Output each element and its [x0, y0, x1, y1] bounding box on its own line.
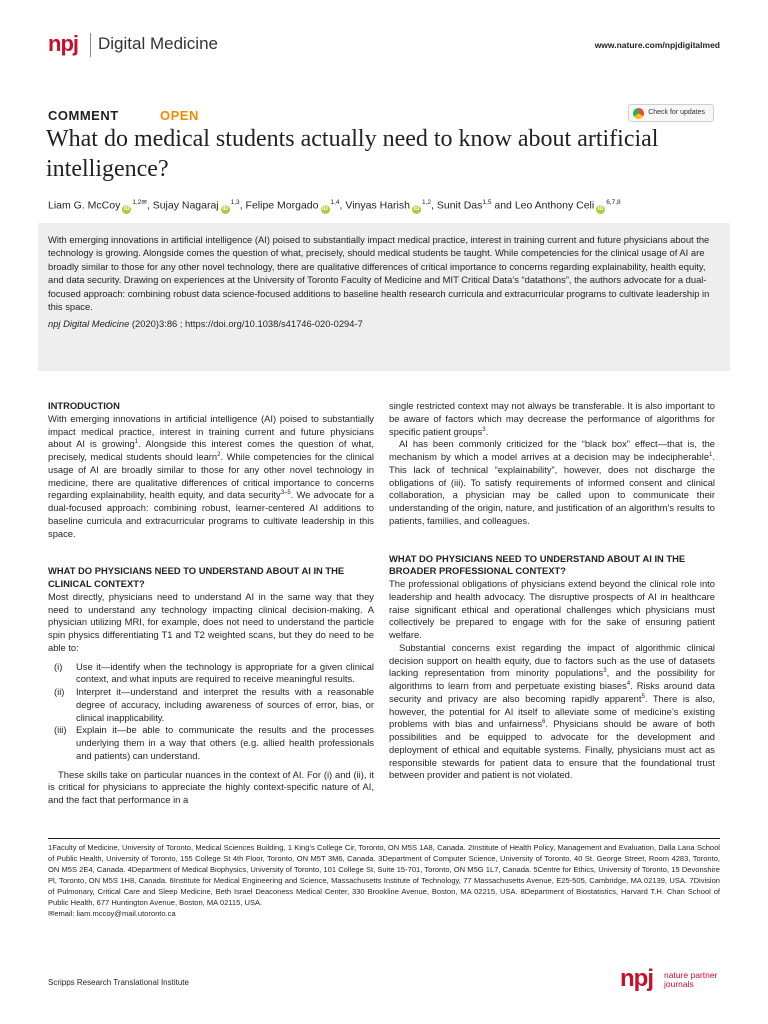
- npj-partner-logo[interactable]: [620, 965, 720, 997]
- section-heading-clinical: WHAT DO PHYSICIANS NEED TO UNDERSTAND ABOUT AI IN THE CLINICAL CONTEXT?: [48, 565, 345, 589]
- author-separator: and: [491, 199, 515, 212]
- text-run: . Risks around data security and privacy are also becoming rapidly apparent: [389, 680, 715, 704]
- list-item: [48, 661, 374, 687]
- partner-line: nature partner: [664, 970, 718, 980]
- text-run: , and the possibility for algorithms to learn from and perpetuate existing biases: [389, 667, 715, 691]
- orcid-icon[interactable]: iD: [413, 205, 420, 212]
- text-run: . Alongside this interest comes the question of what, precisely, medical students should learn: [48, 438, 375, 462]
- reference-link[interactable]: 1: [134, 439, 139, 446]
- text-run: AI has been commonly criticized for the “black box” effect—that is, the mechanism by which a model arrives at a decision may be indecipherable: [389, 438, 715, 462]
- author-name[interactable]: Sujay Nagaraj: [152, 199, 219, 212]
- body-paragraph: The professional obligations of physicians extend beyond the clinical role into leadership and health advocacy. The disruptive prospects of AI in healthcare raise significant ethical and operational challenges which physicians must collectively be prepared to engage with for the sake of ensuring patient welfare.: [389, 578, 715, 640]
- reference-link[interactable]: 6: [542, 719, 546, 726]
- reference-link[interactable]: 4: [626, 680, 631, 687]
- author-affiliation: 6,7,8: [606, 199, 621, 206]
- author-affiliation: 1,5: [482, 199, 492, 206]
- section-gap: [48, 540, 374, 565]
- author-name[interactable]: Sunit Das: [436, 199, 483, 212]
- author-separator: ,: [146, 199, 153, 212]
- author-name[interactable]: Liam G. McCoy: [48, 199, 121, 212]
- article-type: COMMENT: [48, 108, 119, 123]
- author-name[interactable]: Vinyas Harish: [345, 199, 410, 212]
- text-run: . There is also, however, the potential for AI itself to alleviate some of medicine’s existing problems with bias and unfairness: [389, 692, 715, 730]
- author-name[interactable]: Felipe Morgado: [245, 199, 319, 212]
- clinical-paragraph: Most directly, physicians need to understand AI in the same way that they need to understand any technology impacting clinical decision-making. A physician utilizing MRI, for example, does not need to understand the particle spin physics differentiating T1 and T2 weighted scans, but they do need to be able to:: [48, 590, 374, 653]
- citation-line: [48, 317, 720, 330]
- author-list: [48, 196, 720, 214]
- reference-link[interactable]: 5: [641, 693, 645, 700]
- open-access-badge: OPEN: [160, 108, 199, 123]
- publisher-name: Scripps Research Translational Institute: [48, 978, 189, 987]
- check-for-updates-icon: [633, 108, 644, 119]
- list-item: [48, 724, 374, 762]
- intro-paragraph: [48, 413, 374, 541]
- check-for-updates-label: Check for updates: [648, 109, 705, 116]
- author-separator: ,: [339, 199, 346, 212]
- footer-npj-mark: npj: [620, 965, 653, 992]
- orcid-icon[interactable]: iD: [597, 205, 604, 212]
- list-number: (iii): [54, 724, 67, 736]
- abstract-box: [38, 223, 730, 371]
- body-paragraph: [389, 438, 715, 527]
- reference-link[interactable]: 2: [217, 451, 221, 458]
- check-for-updates-button[interactable]: [628, 104, 714, 122]
- section-gap: [389, 528, 715, 553]
- npj-logo[interactable]: npj: [48, 31, 78, 56]
- reference-link[interactable]: 3: [482, 426, 486, 433]
- skills-list: [48, 661, 374, 763]
- affiliation-text: 1Faculty of Medicine, University of Toronto, Medical Sciences Building, 1 King’s College Cir, Toronto, ON M5S 1A8, Canada. 2Institute of Health Policy, Management and Evaluation, Dalla Lana School of Public Health, University of Toronto, 155 College St 4th Floor, Toronto, ON M5T 3M6, Canada. 3Department of Computer Science, University of Toronto, 40 St. George Street, Room 4283, Toronto, ON M5S 2E4, Canada. 4Department of Medical Biophysics, University of Toronto, 101 College St, Suite 15-701, Toronto, ON M5G 1L7, Canada. 5Centre for Ethics, University of Toronto, 15 Devonshire Pl, Toronto, ON M5S 1H8, Canada. 6Institute for Medical Engineering and Science, Massachusetts Institute of Technology, 77 Massachusetts Avenue, E25-505, Cambridge, MA 02139, USA. 7Division of Pulmonary, Critical Care and Sleep Medicine, Beth Israel Deaconess Medical Center, 330 Brookline Avenue, Boston, MA 02215, USA. 8Department of Biostatistics, Harvard T.H. Chan School of Public Health, 677 Huntington Avenue, Boston, MA 02115, USA.: [48, 843, 720, 907]
- journal-name[interactable]: Digital Medicine: [98, 34, 218, 53]
- text-run: single restricted context may not always be transferable. It is also important to be aware of factors which may decrease the performance of algorithms for specific patient groups: [389, 400, 715, 437]
- text-run: . Physicians should be aware of both possibilities and be equipped to advocate for the development and deployment of ethical and equitable systems. Finally, physicians must act as responsible stewards for patient data to ensure that the foundational trust between provider and patient is not violated.: [389, 718, 715, 781]
- reference-link[interactable]: 3–5: [280, 490, 291, 497]
- abstract-text: With emerging innovations in artificial intelligence (AI) poised to substantially impact medical practice, interest in training current and future physicians about the technology is growing. Alongside comes the question of what, precisely, should medical students be taught. While competencies for the clinical usage of AI are broadly similar to those for any other novel technology, there are qualitative differences of critical importance to concerns regarding explainability, health equity, and data security. Drawing on experiences at the University of Toronto Faculty of Medicine and MIT Critical Data’s “datathons”, the authors advocate for a dual-focused approach: combining robust data science-focused additions to baseline health research curricula and extracurricular programs to cultivate leadership in this space.: [48, 234, 710, 313]
- text-run: With emerging innovations in artificial intelligence (AI) poised to substantially impact medical practice, interest in training current and future physicians about AI is growing: [48, 412, 374, 450]
- list-number: (ii): [54, 686, 65, 697]
- doi-link[interactable]: (2020)3:86 ; https://doi.org/10.1038/s41746-020-0294-7: [129, 318, 363, 330]
- orcid-icon[interactable]: iD: [123, 205, 130, 212]
- text-run: . This lack of technical “explainability”, however, does not discharge the obligations of (iii). To satisfy requirements of informed consent and clinical collaboration, a physician may be called upon to communicate their understanding of the origin, nature, and justification of an algorithm’s results to patients, families, and colleagues.: [389, 451, 715, 526]
- reference-link[interactable]: 1: [709, 451, 713, 458]
- text-run: .: [485, 425, 489, 437]
- partner-line: journals: [664, 979, 694, 989]
- author-name[interactable]: Leo Anthony Celi: [514, 199, 595, 212]
- site-url-link[interactable]: www.nature.com/npjdigitalmed: [594, 40, 720, 50]
- author-separator: ,: [239, 199, 246, 212]
- body-column-left: [48, 400, 374, 807]
- author-affiliation: 1,4: [330, 199, 340, 206]
- corresponding-email[interactable]: ✉email: liam.mccoy@mail.utoronto.ca: [48, 909, 176, 918]
- reference-link[interactable]: 3: [603, 668, 607, 675]
- list-item: [48, 686, 374, 724]
- list-text: Explain it—be able to communicate the results and the processes underlying them in a way that others (e.g. allied health professionals and patients) can understand.: [76, 724, 374, 761]
- text-run: . We advocate for a dual-focused approach: combining robust, learner-centered AI additions to baseline curricula and extracurricular programs to cultivate leadership in this space.: [48, 489, 375, 539]
- orcid-icon[interactable]: iD: [222, 205, 229, 212]
- author-affiliation: 1,2: [421, 199, 432, 206]
- partner-label: [664, 971, 717, 989]
- author-affiliation: 1,2✉: [132, 199, 147, 206]
- author-separator: ,: [431, 199, 437, 212]
- list-text: Use it—identify when the technology is appropriate for a given clinical context, and what inputs are required to receive meaningful results.: [76, 660, 374, 685]
- affiliations: [48, 842, 720, 919]
- list-text: Interpret it—understand and interpret the results with a reasonable degree of accuracy, including awareness of sources of error, bias, or clinical inapplicability.: [76, 686, 374, 723]
- citation-journal: npj Digital Medicine: [48, 318, 130, 330]
- body-paragraph: [389, 400, 715, 438]
- text-run: . While competencies for the clinical usage of AI are broadly similar to those for any other novel technology in medicine, there are qualitative differences of critical importance to concerns regarding explainability, health equity, and data security: [48, 451, 374, 501]
- text-run: Substantial concerns exist regarding the impact of algorithmic clinical decision support on health equity, due to factors such as the use of datasets lacking representation from minority populations: [389, 641, 715, 679]
- section-heading-broader: WHAT DO PHYSICIANS NEED TO UNDERSTAND ABOUT AI IN THE BROADER PROFESSIONAL CONTEXT?: [389, 552, 686, 577]
- article-title: What do medical students actually need to know about artificial intelligence?: [46, 126, 659, 182]
- body-column-right: [389, 400, 715, 782]
- section-heading-introduction: INTRODUCTION: [48, 400, 120, 411]
- list-number: (i): [54, 660, 63, 672]
- clinical-paragraph: These skills take on particular nuances in the context of AI. For (i) and (ii), it is critical for physicians to appreciate the highly context-specific nature of AI, and the fact that performance in a: [48, 768, 374, 805]
- logo-divider: [90, 33, 91, 57]
- author-affiliation: 1,3: [230, 199, 240, 206]
- orcid-icon[interactable]: iD: [322, 205, 328, 212]
- journal-header: [48, 30, 720, 64]
- body-paragraph: [389, 642, 715, 782]
- footnote-divider: [48, 838, 720, 839]
